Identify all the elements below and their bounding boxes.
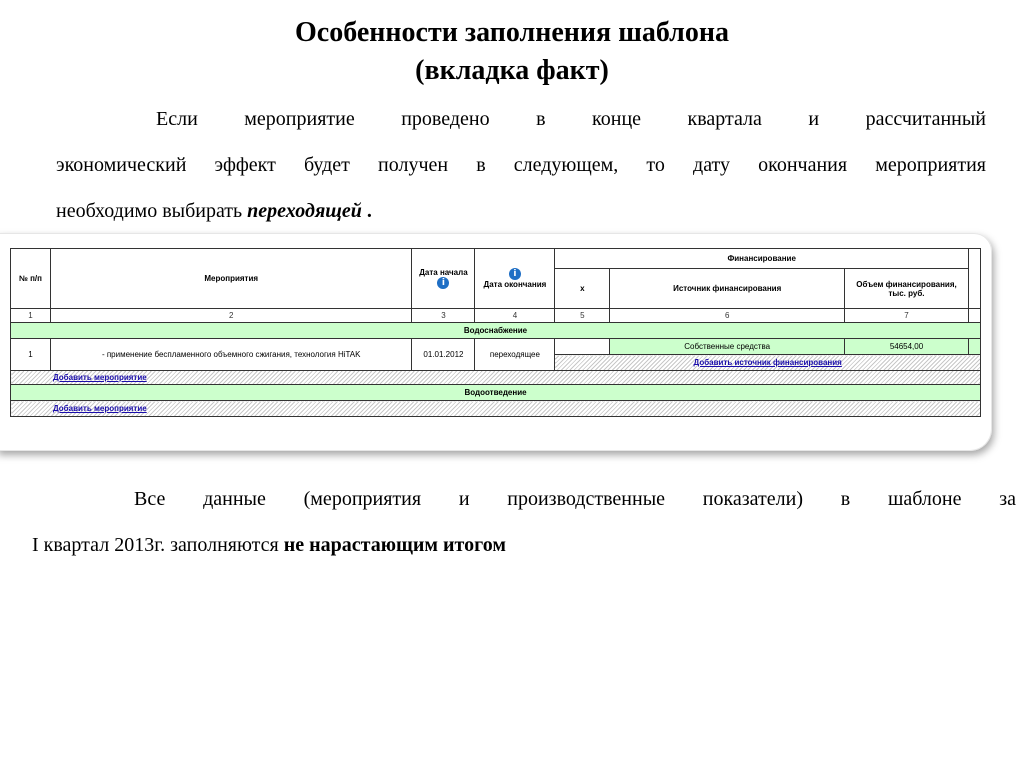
- col-number-3: 3: [412, 309, 475, 323]
- emphasis-perekhodyashchey: переходящей: [247, 200, 362, 222]
- col-number-4: 4: [475, 309, 555, 323]
- title-line-2: (вкладка факт): [415, 55, 609, 86]
- note-line-1: Все данные (мероприятия и производственные показатели) в шаблоне за: [134, 488, 1016, 510]
- intro-paragraph: [56, 96, 986, 234]
- add-source-cell: [555, 355, 981, 371]
- row-start-date[interactable]: 01.01.2012: [412, 339, 475, 371]
- col-number-2: 2: [50, 309, 412, 323]
- header-start-date-label: Дата начала: [419, 268, 468, 277]
- note-line-2: [32, 522, 1016, 568]
- intro-line-2: экономический эффект будет получен в следующем, то дату окончания мероприятия: [56, 154, 986, 176]
- add-financing-source-link[interactable]: Добавить источник финансирования: [693, 358, 842, 367]
- slide-title: [0, 14, 1024, 90]
- row-x-cell: [555, 339, 610, 355]
- title-line-1: Особенности заполнения шаблона: [295, 17, 729, 48]
- add-event-link[interactable]: Добавить мероприятие: [53, 373, 147, 382]
- header-end-date: [475, 249, 555, 309]
- info-icon[interactable]: i: [509, 268, 521, 280]
- note-paragraph: [32, 476, 1016, 568]
- row-financing-volume[interactable]: 54654,00: [845, 339, 969, 355]
- header-financing: Финансирование: [555, 249, 969, 269]
- add-event-row: [11, 371, 981, 385]
- row-num: 1: [11, 339, 51, 371]
- emphasis-not-cumulative: не нарастающим итогом: [283, 534, 506, 556]
- intro-line-1: Если мероприятие проведено в конце квартала и рассчитанный: [156, 108, 986, 130]
- row-end-date[interactable]: переходящее: [475, 339, 555, 371]
- header-end-date-label: Дата окончания: [483, 280, 547, 289]
- section-vodootvedenie: Водоотведение: [11, 385, 981, 401]
- col-number-1: 1: [11, 309, 51, 323]
- intro-line-3: [56, 188, 986, 234]
- intro-line-3-period: .: [366, 200, 372, 222]
- add-event-row-2: [11, 401, 981, 417]
- add-event-link-2[interactable]: Добавить мероприятие: [53, 404, 147, 413]
- header-start-date: [412, 249, 475, 309]
- row-event: - применение беспламенного объемного сжигания, технология HiTAK: [50, 339, 412, 371]
- row-financing-source[interactable]: Собственные средства: [610, 339, 845, 355]
- header-scroll-gap: [968, 249, 980, 309]
- col-number-6: 6: [610, 309, 845, 323]
- note-line-2-text: I квартал 2013г. заполняются: [32, 534, 284, 556]
- header-volume: Объем финансирования, тыс. руб.: [845, 269, 969, 309]
- section-vodosnabzhenie: Водоснабжение: [11, 323, 981, 339]
- col-number-7: 7: [845, 309, 969, 323]
- header-source: Источник финансирования: [610, 269, 845, 309]
- intro-line-3-text: необходимо выбирать: [56, 200, 248, 222]
- info-icon[interactable]: i: [437, 277, 449, 289]
- header-events: Мероприятия: [50, 249, 412, 309]
- events-table: [10, 248, 981, 417]
- header-x: х: [555, 269, 610, 309]
- header-num: № п/п: [11, 249, 51, 309]
- embedded-spreadsheet: [10, 248, 981, 438]
- col-number-5: 5: [555, 309, 610, 323]
